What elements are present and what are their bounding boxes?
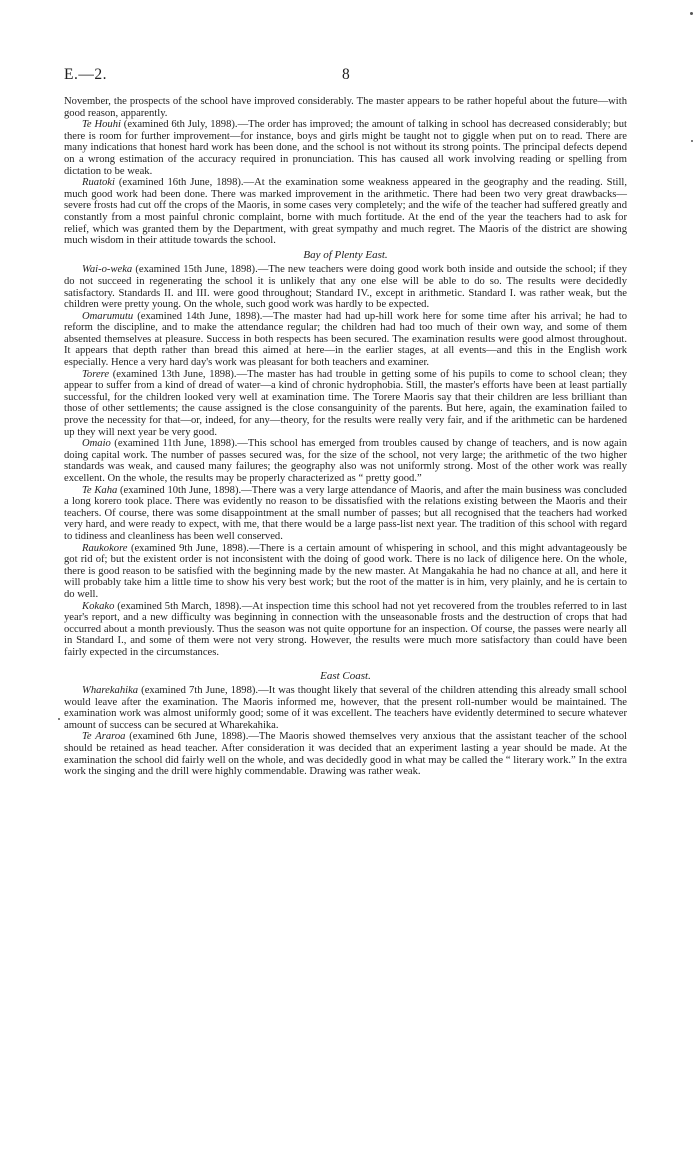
school-report-text: (examined 14th June, 1898).—The master had had up-hill work here for some time after his arrival; he had to reform the discipline, and to make the attendance regular; the children had had too much of their own way, and some of them absented themselves at pleasure. Success in both respects has been secured. The examination results were good almost throughout. It appears that depth rather than bread this aimed at here—in the earlier stages, at all events—and this in the English work especially. Hence a very hard day's work was pleasant for both teachers and examiner. (64, 310, 627, 369)
school-name: Omaio (82, 438, 111, 450)
school-report-text: (examined 9th June, 1898).—There is a certain amount of whispering in school, and this might advantageously be got rid of; but the existent order is not inconsistent with the doing of good work. There is no lack of diligence here. On the whole, there is good reason to be satisfied with the beginning made by the new master. At Mangakahia he had no chance at all, and here it will probably take him a little time to show his very best work; but the root of the matter is in him, very plainly, and he is certain to do well. (64, 542, 627, 600)
school-report-text: (examined 6th June, 1898).—The Maoris showed themselves very anxious that the assistant teacher of the school should be retained as head teacher. After consideration it was decided that an experiment lasting a year should be made. At the examination the school did fairly well on the whole, and was decidedly good in what may be called the “ literary work.” In the extra work the singing and the drill were highly commendable. Drawing was rather weak. (64, 731, 627, 778)
school-name: Kokako (82, 600, 115, 612)
school-entry-wharekahika (64, 685, 627, 731)
school-report-text: (examined 7th June, 1898).—It was thought likely that several of the children attending this already small school would leave after the examination. The Maoris informed me, however, that the present roll-number would be maintained. The examination work was almost uniformly good; some of it was excellent. The teachers have evidently determined to secure whatever amount of success can be secured at Wharekahika. (64, 685, 627, 731)
school-name: Ruatoki (82, 177, 115, 189)
school-report-text: (examined 13th June, 1898).—The master has had trouble in getting some of his pupils to come to school clean; they appear to suffer from a kind of dread of water—a kind of chronic hydrophobia. Still, the master's efforts have been at least partially successful, for the children looked very well at examination time. The Torere Maoris say that their children are less brilliant than those of other settlements; the cause assigned is the close consanguinity of the parents. But here, again, the examination failed to prove the necessity for that—or, indeed, for any—theory, for the results were really very fair, and if the arithmetic can be hardened up they will next year be very good. (64, 368, 627, 438)
section-heading-east-coast: East Coast. (320, 669, 371, 682)
school-entry-torere (64, 369, 627, 439)
school-entry-kokako (64, 601, 627, 659)
scan-speck (690, 12, 693, 15)
school-name: Te Kaha (82, 484, 118, 496)
school-entry-omaio (64, 438, 627, 484)
school-name: Te Houhi (82, 119, 121, 131)
school-name: Te Araroa (82, 731, 126, 743)
school-entry-omarumutu (64, 311, 627, 369)
school-name: Wharekahika (82, 685, 139, 697)
page-header (0, 66, 700, 86)
school-entry-raukokore (64, 543, 627, 601)
school-entry-wai-o-weka (64, 264, 627, 310)
school-entry-te-houhi (64, 119, 627, 177)
school-report-text: (examined 5th March, 1898).—At inspection time this school had not yet recovered from the troubles referred to in last year's report, and a new difficulty was beginning in connection with the unseasonable frosts and the destruction of crops that had occurred about a month previously. Thus the season was not quite opportune for an inspection. Of course, the passes were nearly all in Standard I., and some of them were not very strong. However, the results were much more satisfactory than could have been fairly expected in the circumstances. (64, 600, 627, 658)
school-report-text: (examined 15th June, 1898).—The new teachers were doing good work both inside and outside the school; if they do not succeed in regenerating the school it is unlikely that any one else will be able to do so. The results were decidedly satisfactory. Standards II. and III. were good throughout; Standard IV., except in arithmetic. Standard I. was rather weak, but the children were pretty young. On the whole, such good work was hardly to be expected. (64, 264, 627, 311)
school-name: Wai-o-weka (82, 264, 133, 276)
school-report-text: (examined 16th June, 1898).—At the examination some weakness appeared in the geography and the reading. Still, much good work had been done. There was marked improvement in the arithmetic. There had been two very great drawbacks—severe frosts had cut off the crops of the Maoris, in some cases very completely; and the wife of the teacher had suffered greatly and constantly from a most painful chronic complaint, borne with much fortitude. At the end of the year the teachers had to ask for relief, which was granted them by the Department, with great sympathy and much regret. The Maoris of the district are showing much wisdom in their attitude towards the school. (64, 177, 627, 247)
report-reference: E.—2. (64, 66, 107, 83)
page-number: 8 (342, 66, 350, 83)
school-report-text: (examined 11th June, 1898).—This school has emerged from troubles caused by change of teachers, and is now again doing capital work. The number of passes secured was, for the size of the school, not very large; the arithmetic of the two higher standards was weak, and caused many failures; the geography also was not uniformly strong. Most of the other work was really excellent. On the whole, the results may be properly characterized as “ pretty good.” (64, 438, 627, 484)
school-entry-te-kaha (64, 485, 627, 543)
school-name: Omarumutu (82, 310, 134, 322)
scan-speck (691, 140, 693, 142)
school-report-text: (examined 6th July, 1898).—The order has improved; the amount of talking in school has decreased considerably; but there is room for further improvement—for instance, boys and girls might be taught not to giggle when put on to read. There are many indications that honest hard work has been done, and the school is not without its strong points. The principal defects depend on a wrong estimation of the accuracy required in pronunciation. This has caused all work involving reading or spelling from dictation to be weak. (64, 119, 627, 177)
scan-speck (58, 718, 60, 720)
continued-paragraph: November, the prospects of the school have improved considerably. The master appears to be rather hopeful about the future—with good reason, apparently. (64, 96, 627, 119)
report-body (64, 96, 627, 778)
section-heading-bay-of-plenty-east: Bay of Plenty East. (303, 248, 388, 261)
school-name: Raukokore (82, 542, 128, 554)
school-entry-te-araroa (64, 731, 627, 777)
school-name: Torere (82, 368, 110, 380)
school-entry-ruatoki (64, 177, 627, 247)
school-report-text: (examined 10th June, 1898).—There was a very large attendance of Maoris, and after the main business was concluded a long korero took place. There was evidently no reason to be dissatisfied with the relations existing between the Maoris and their teachers. Of course, there was some disappointment at the small number of passes; but all recognised that the teachers had worked very hard, and were ready to expect, with me, that there would be a large pass-list next year. The tradition of this school with regard to tidiness and cleanliness has been well conserved. (64, 484, 627, 542)
